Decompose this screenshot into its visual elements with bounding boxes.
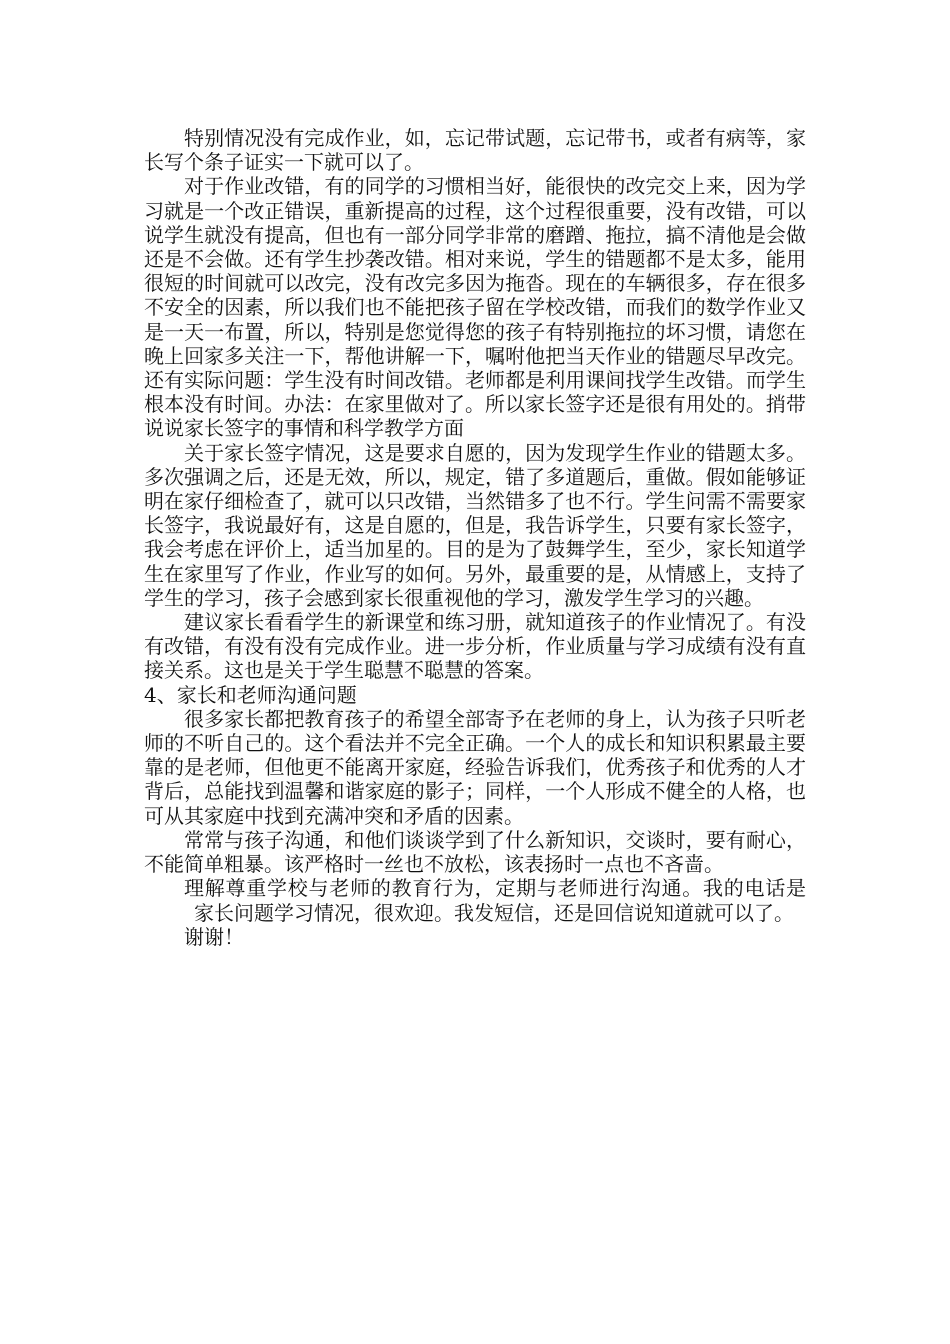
closing-thanks: 谢谢！ <box>184 924 244 949</box>
paragraph-check-workbook: 建议家长看看学生的新课堂和练习册，就知道孩子的作业情况了。有没有改错，有没有没有完成作业。进一步分析，作业质量与学习成绩有没有直接关系。这也是关于学生聪慧不聪慧的答案。 <box>144 610 806 683</box>
contact-text-after: 家长问题学习情况，很欢迎。我发短信，还是回信说知道就可以了。 <box>194 900 794 925</box>
paragraph-incomplete-homework: 特别情况没有完成作业，如，忘记带试题，忘记带书，或者有病等，家长写个条子证实一下就可以了。 <box>144 126 806 175</box>
paragraph-homework-correction: 对于作业改错，有的同学的习惯相当好，能很快的改完交上来，因为学习就是一个改正错误，重新提高的过程，这个过程很重要，没有改错，可以说学生就没有提高，但也有一部分同学非常的磨蹭、拖拉，搞不清他是会做还是不会做。还有学生抄袭改错。相对来说，学生的错题都不是太多，能用很短的时间就可以改完，没有改完多因为拖沓。现在的车辆很多，存在很多不安全的因素，所以我们也不能把孩子留在学校改错，而我们的数学作业又是一天一布置，所以，特别是您觉得您的孩子有特别拖拉的坏习惯，请您在晚上回家多关注一下，帮他讲解一下，嘱咐他把当天作业的错题尽早改完。还有实际问题：学生没有时间改错。老师都是利用课间找学生改错。而学生根本没有时间。办法：在家里做对了。所以家长签字还是很有用处的。捎带说说家长签字的事情和科学教学方面 <box>144 174 806 441</box>
paragraph-communicate-with-child: 常常与孩子沟通，和他们谈谈学到了什么新知识，交谈时，要有耐心，不能简单粗暴。该严格时一丝也不放松，该表扬时一点也不吝啬。 <box>144 827 806 877</box>
contact-text-before: 理解尊重学校与老师的教育行为，定期与老师进行沟通。我的电话是 <box>184 876 806 901</box>
paragraph-parent-signature: 关于家长签字情况，这是要求自愿的，因为发现学生作业的错题太多。多次强调之后，还是无效，所以，规定，错了多道题后，重做。假如能够证明在家仔细检查了，就可以只改错，当然错多了也不行。学生问需不需要家长签字，我说最好有，这是自愿的，但是，我告诉学生，只要有家长签字，我会考虑在评价上，适当加星的。目的是为了鼓舞学生，至少，家长知道学生在家里写了作业，作业写的如何。另外，最重要的是，从情感上，支持了学生的学习，孩子会感到家长很重视他的学习，激发学生学习的兴趣。 <box>144 440 806 610</box>
section-heading-communication: 4、家长和老师沟通问题 <box>144 682 357 707</box>
paragraph-contact-teacher <box>144 876 806 924</box>
document-page <box>144 126 806 949</box>
paragraph-family-education: 很多家长都把教育孩子的希望全部寄予在老师的身上，认为孩子只听老师的不听自己的。这个看法并不完全正确。一个人的成长和知识积累最主要靠的是老师，但他更不能离开家庭，经验告诉我们，优秀孩子和优秀的人才背后，总能找到温馨和谐家庭的影子；同样，一个人形成不健全的人格，也可从其家庭中找到充满冲突和矛盾的因素。 <box>144 706 806 828</box>
